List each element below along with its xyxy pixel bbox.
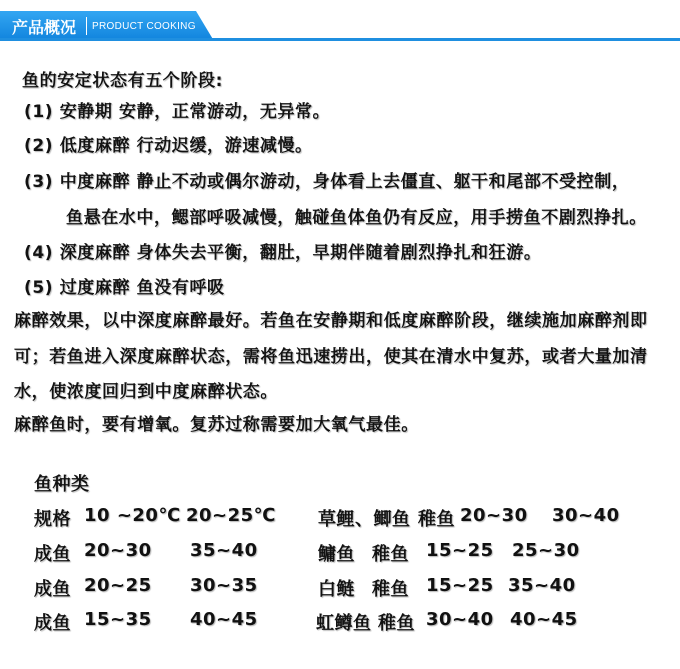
stage-number: (2) [24,136,54,156]
paragraph-line: 麻醉效果，以中深度麻醉最好。若鱼在安静期和低度麻醉阶段，继续施加麻醉剂即 [14,311,648,331]
table-cell: 鳙鱼 [318,544,355,565]
table-cell: 稚鱼 [418,509,455,530]
table-cell: 虹鳟鱼 [316,613,372,634]
section-header [0,0,680,42]
stage-desc: 行动迟缓，游速减慢。 [136,136,313,156]
stage-number: (3) [24,172,54,192]
table-cell: 草鲤、鲫鱼 [318,509,411,530]
header-title-en: PRODUCT COOKING [92,21,196,32]
stage-desc: 身体失去平衡，翻肚，早期伴随着剧烈挣扎和狂游。 [136,243,542,263]
stage-5 [24,273,225,298]
stage-1 [24,97,330,122]
stage-2 [24,131,313,156]
table-cell: 规格 [34,509,71,530]
table-cell: 稚鱼 [372,579,409,600]
table-cell: 40~45 [510,609,578,630]
table-cell: 40~45 [190,609,258,630]
table-cell: 15~25 [426,575,494,596]
table-cell: 20~25℃ [186,505,276,526]
table-cell: 35~40 [508,575,576,596]
paragraph-line: 水，使浓度回归到中度麻醉状态。 [14,382,278,402]
header-title-cn: 产品概况 [12,18,77,37]
header-divider [86,17,87,35]
table-cell: 25~30 [512,540,580,561]
stage-4 [24,238,541,263]
table-cell: 30~40 [552,505,620,526]
stage-number: (4) [24,243,54,263]
stage-3 [24,167,629,192]
table-cell: 成鱼 [34,613,71,634]
table-cell: 10 ~20℃ [84,505,181,526]
stage-desc: 鱼没有呼吸 [136,278,225,298]
table-header: 鱼种类 [34,474,90,495]
stage-desc: 静止不动或偶尔游动，身体看上去僵直、躯干和尾部不受控制， [136,172,630,192]
stage-desc: 鱼悬在水中，鳃部呼吸减慢，触碰鱼体鱼仍有反应，用手捞鱼不剧烈挣扎。 [66,208,647,228]
stage-name: 深度麻醉 [59,243,131,263]
table-cell: 稚鱼 [378,613,415,634]
stage-desc: 安静，正常游动，无异常。 [119,102,331,122]
table-cell: 30~35 [190,575,258,596]
table-cell: 成鱼 [34,579,71,600]
table-cell: 20~30 [84,540,152,561]
intro-text: 鱼的安定状态有五个阶段: [22,71,223,91]
stage-3-continued [66,203,647,228]
stage-name: 过度麻醉 [59,278,131,298]
table-cell: 35~40 [190,540,258,561]
paragraph-line: 可；若鱼进入深度麻醉状态，需将鱼迅速捞出，使其在清水中复苏，或者大量加清 [14,347,648,367]
table-cell: 稚鱼 [372,544,409,565]
table-cell: 20~25 [84,575,152,596]
stage-number: (5) [24,278,54,298]
stage-name: 低度麻醉 [59,136,131,156]
stage-name: 中度麻醉 [59,172,131,192]
paragraph-line: 麻醉鱼时，要有增氧。复苏过称需要加大氧气最佳。 [14,415,419,435]
table-cell: 15~25 [426,540,494,561]
table-cell: 20~30 [460,505,528,526]
header-underline [0,38,680,41]
stage-name: 安静期 [59,102,113,122]
table-cell: 15~35 [84,609,152,630]
stage-number: (1) [24,102,54,122]
table-cell: 成鱼 [34,544,71,565]
table-cell: 白鲢 [318,579,355,600]
table-cell: 30~40 [426,609,494,630]
